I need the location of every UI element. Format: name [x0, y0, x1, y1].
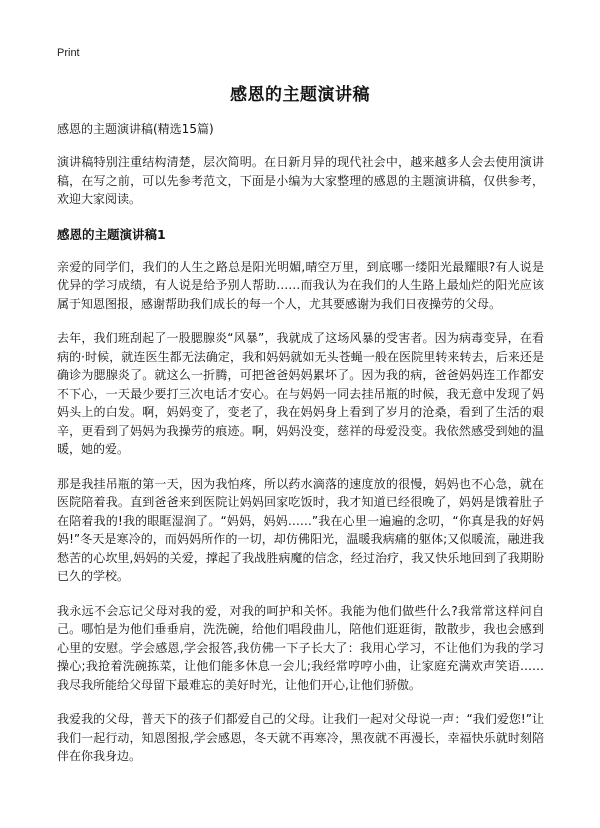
print-link[interactable]: Print — [57, 47, 80, 59]
body-paragraph: 我爱我的父母，普天下的孩子们都爱自己的父母。让我们一起对父母说一声：“我们爱您!”让我们一起行动，知恩图报,学会感恩，冬天就不再寒冷，黑夜就不再漫长，幸福快乐就时刻陪伴在你我身边。 — [57, 712, 544, 763]
body-paragraph: 我永远不会忘记父母对我的爱，对我的呵护和关怀。我能为他们做些什么?我常常这样问自己。哪怕是为他们垂垂肩，洗洗碗，给他们唱段曲儿，陪他们逛逛街，散散步，我也会感到心里的安慰。学会感恩,学会报答,我仿佛一下子长大了：我用心学习，不让他们为我的学习操心;我抢着洗碗拣菜，让他们能多休息一会儿;我经常哼哼小曲，让家庭充满欢声笑语……我尽我所能给父母留下最难忘的美好时光，让他们开心,让他们骄傲。 — [57, 603, 544, 692]
document-subtitle: 感恩的主题演讲稿(精选15篇) — [57, 122, 214, 136]
body-paragraph: 那是我挂吊瓶的第一天，因为我怕疼，所以药水滴落的速度放的很慢，妈妈也不心急，就在医院陪着我。直到爸爸来到医院让妈妈回家吃饭时，我才知道已经很晚了，妈妈是饿着肚子在陪着我的!我的眼眶湿润了。“妈妈，妈妈……”我在心里一遍遍的念叨，“你真是我的好妈妈!”冬天是寒冷的，而妈妈所作的一切，却仿佛阳光，温暖我病痛的躯体;又似暖流，融进我愁苦的心坎里,妈妈的关爱，撑起了我战胜病魔的信念，经过治疗，我又快乐地回到了我期盼已久的学校。 — [57, 476, 544, 583]
body-paragraph: 去年，我们班刮起了一股腮腺炎“风暴”，我就成了这场风暴的受害者。因为病毒变异，在看病的·时候，就连医生都无法确定，我和妈妈就如无头苍蝇一般在医院里转来转去，后来还是确诊为腮腺炎了。就这么一折腾，可把爸爸妈妈累坏了。因为我的病，爸爸妈妈连工作都安不下心，一天最少要打三次电话才安心。在与妈妈一同去挂吊瓶的时候，我无意中发现了妈妈头上的白发。啊，妈妈变了，变老了，我在妈妈身上看到了岁月的沧桑，看到了生活的艰辛，更看到了妈妈为我操劳的痕迹。啊，妈妈没变，慈祥的母爱没变。我依然感受到她的温暖，她的爱。 — [57, 331, 544, 456]
section-heading: 感恩的主题演讲稿1 — [57, 226, 166, 242]
page-title: 感恩的主题演讲稿 — [230, 85, 370, 105]
body-paragraph: 亲爱的同学们，我们的人生之路总是阳光明媚,晴空万里，到底哪一缕阳光最耀眼?有人说是优异的学习成绩，有人说是给予别人帮助……而我认为在我们的人生路上最灿烂的阳光应该属于知恩图报，感谢帮助我们成长的每一个人，尤其要感谢为我们日夜操劳的父母。 — [57, 259, 544, 311]
intro-paragraph: 演讲稿特别注重结构清楚，层次简明。在日新月异的现代社会中，越来越多人会去使用演讲稿，在写之前，可以先参考范文，下面是小编为大家整理的感恩的主题演讲稿，仅供参考，欢迎大家阅读。 — [57, 155, 544, 206]
document-body — [57, 120, 544, 782]
